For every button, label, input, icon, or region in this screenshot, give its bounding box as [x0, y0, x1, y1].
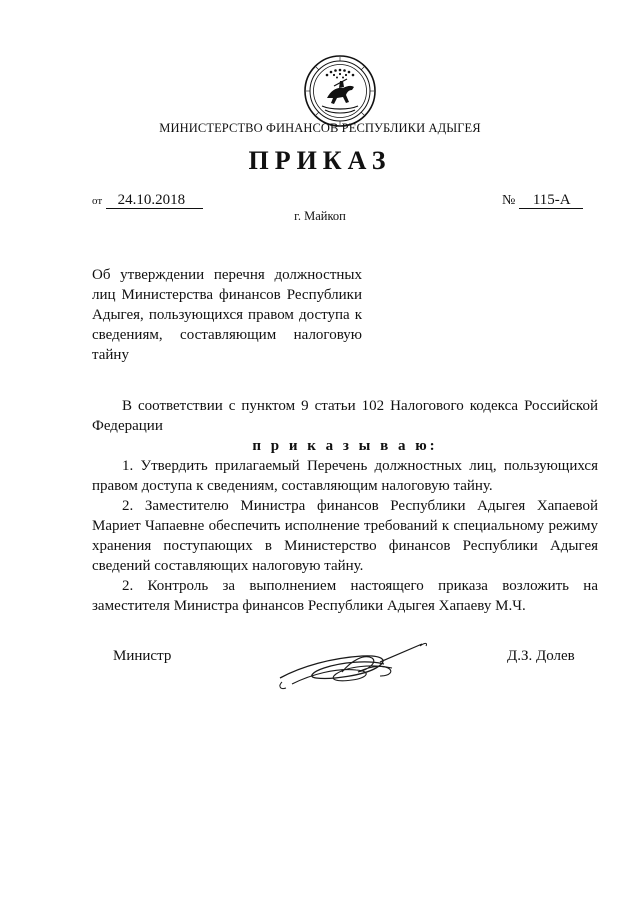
date-line [92, 193, 203, 209]
city: г. Майкоп [294, 209, 346, 223]
signature-block [0, 638, 640, 698]
order-item-2: 2. Заместителю Министра финансов Республики Адыгея Хапаевой Мариет Чапаевне обеспечить исполнение требований к специальному режиму хранения поступающих в Министерство финансов Республики Адыгея сведений составляющих налоговую тайну. [92, 498, 598, 574]
document-number: 115-А [519, 193, 583, 209]
order-word: п р и к а з ы в а ю: [252, 438, 438, 454]
order-item-1: 1. Утвердить прилагаемый Перечень должностных лиц, пользующихся правом доступа к сведениям, составляющим налоговую тайну. [92, 458, 598, 494]
handwritten-signature-icon [272, 638, 432, 698]
document-date: 24.10.2018 [106, 193, 204, 209]
coat-of-arms-emblem [303, 54, 377, 128]
document-subject: Об утверждении перечня должностных лиц Министерства финансов Республики Адыгея, пользующихся правом доступа к сведениям, составляющим налоговую тайну [92, 267, 362, 363]
order-item-3: 2. Контроль за выполнением настоящего приказа возложить на заместителя Министра финансов Республики Адыгея Хапаеву М.Ч. [92, 578, 598, 614]
preamble-paragraph: В соответствии с пунктом 9 статьи 102 Налогового кодекса Российской Федерации [92, 398, 598, 434]
date-prefix: от [92, 195, 103, 207]
signatory-position: Министр [113, 648, 172, 664]
number-line [502, 193, 583, 209]
number-prefix: № [502, 193, 516, 208]
ministry-name: МИНИСТЕРСТВО ФИНАНСОВ РЕСПУБЛИКИ АДЫГЕЯ [159, 121, 481, 135]
document-body [92, 396, 598, 616]
document-title: ПРИКАЗ [248, 146, 392, 175]
signatory-name: Д.З. Долев [507, 648, 575, 664]
